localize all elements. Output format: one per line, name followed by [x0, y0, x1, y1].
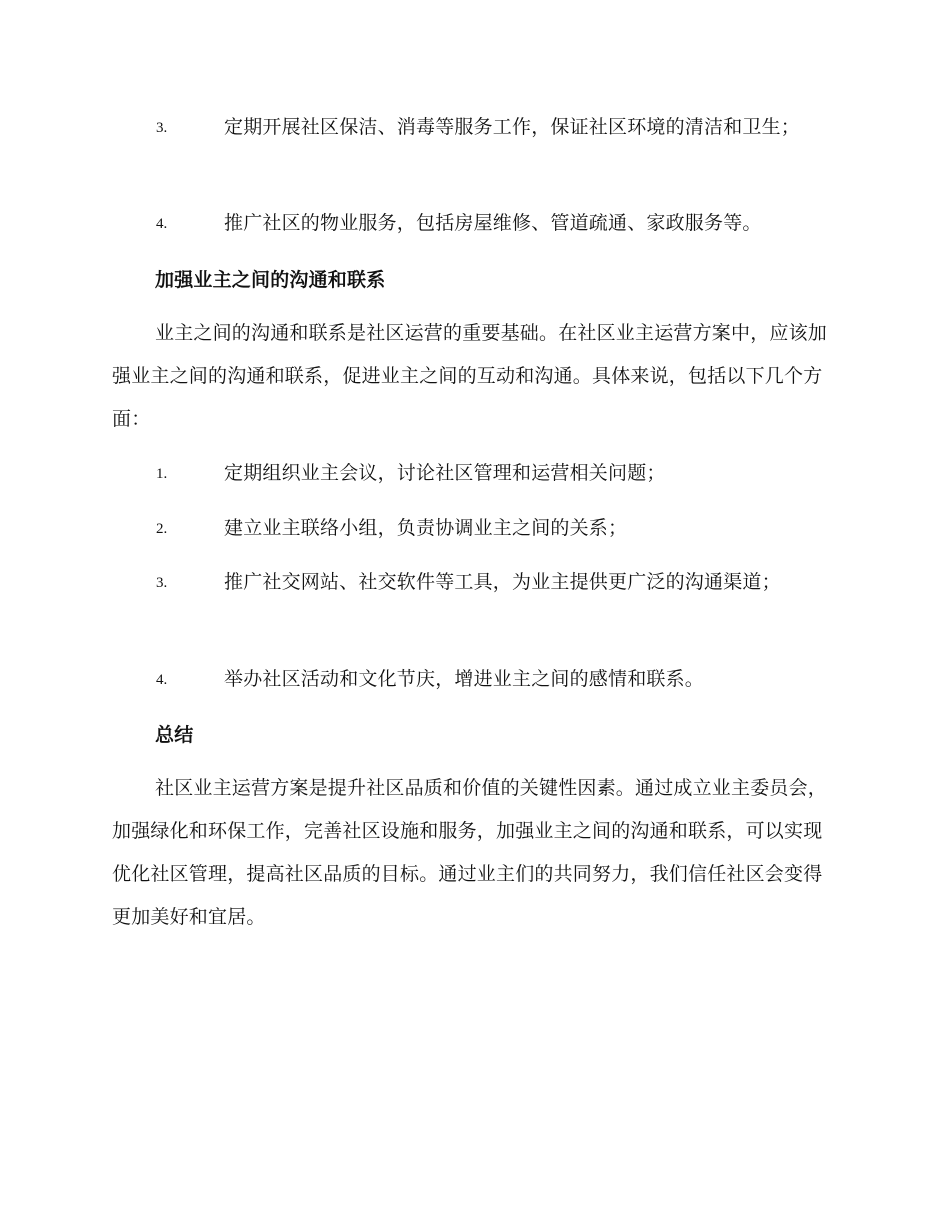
- list-number: 4.: [156, 672, 168, 688]
- list-item-text: 定期组织业主会议，讨论社区管理和运营相关问题；: [224, 462, 666, 484]
- list-item: [112, 202, 832, 245]
- list-item: [112, 452, 832, 495]
- list-item-text: 推广社区的物业服务，包括房屋维修、管道疏通、家政服务等。: [224, 212, 762, 234]
- list-number: 2.: [156, 521, 168, 537]
- list-number: 3.: [156, 120, 168, 136]
- list-item: [112, 507, 832, 550]
- list-item: [112, 658, 832, 701]
- list-item: [112, 561, 832, 604]
- list-item-text: 推广社交网站、社交软件等工具，为业主提供更广泛的沟通渠道；: [224, 571, 781, 593]
- section-heading: 加强业主之间的沟通和联系: [155, 269, 386, 291]
- section-heading: 总结: [155, 724, 194, 746]
- list-item: [112, 106, 832, 149]
- section-paragraph: 社区业主运营方案是提升社区品质和价值的关键性因素。通过成立业主委员会，加强绿化和环保工作，完善社区设施和服务，加强业主之间的沟通和联系，可以实现优化社区管理，提高社区品质的目标。通过业主们的共同努力，我们信任社区会变得更加美好和宜居。: [112, 777, 828, 928]
- list-number: 3.: [156, 575, 168, 591]
- list-item-text: 定期开展社区保洁、消毒等服务工作，保证社区环境的清洁和卫生；: [224, 116, 801, 138]
- section-paragraph: 业主之间的沟通和联系是社区运营的重要基础。在社区业主运营方案中，应该加强业主之间的沟通和联系，促进业主之间的互动和沟通。具体来说，包括以下几个方面：: [112, 322, 828, 430]
- list-item-text: 举办社区活动和文化节庆，增进业主之间的感情和联系。: [224, 668, 705, 690]
- list-number: 1.: [156, 466, 168, 482]
- list-number: 4.: [156, 216, 168, 232]
- list-item-text: 建立业主联络小组，负责协调业主之间的关系；: [224, 517, 628, 539]
